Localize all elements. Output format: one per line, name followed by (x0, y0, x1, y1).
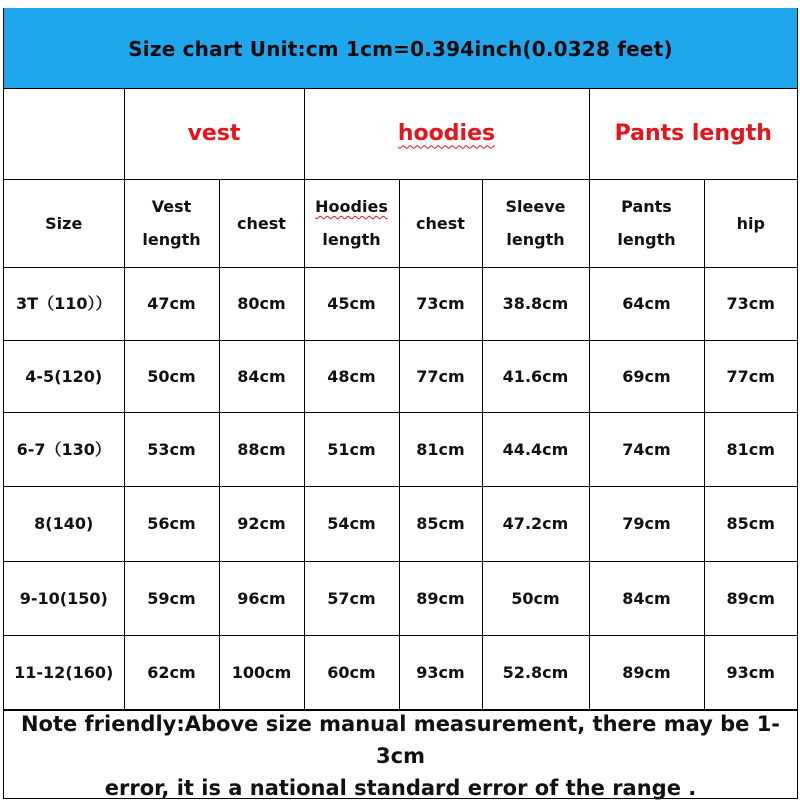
table-row (4, 486, 797, 561)
measurement-cell: 79cm (589, 486, 704, 561)
measurement-cell: 89cm (399, 561, 482, 635)
size-cell: 4-5(120) (4, 340, 124, 412)
measurement-cell: 73cm (399, 267, 482, 340)
group-pants-length: Pants length (589, 89, 797, 179)
measurement-cell: 100cm (219, 635, 304, 709)
measurement-cell: 56cm (124, 486, 219, 561)
measurement-cell: 81cm (704, 412, 797, 486)
chart-title: Size chart Unit:cm 1cm=0.394inch(0.0328 feet) (4, 8, 797, 89)
size-rows (4, 267, 797, 709)
measurement-cell: 73cm (704, 267, 797, 340)
table-row (4, 340, 797, 412)
measurement-cell: 69cm (589, 340, 704, 412)
measurement-cell: 57cm (304, 561, 399, 635)
measurement-cell: 93cm (399, 635, 482, 709)
table-row (4, 635, 797, 709)
size-table (4, 89, 797, 710)
measurement-cell: 85cm (704, 486, 797, 561)
measurement-cell: 54cm (304, 486, 399, 561)
size-cell: 6-7（130） (4, 412, 124, 486)
measurement-cell: 77cm (704, 340, 797, 412)
measurement-cell: 81cm (399, 412, 482, 486)
size-chart (3, 8, 798, 799)
measurement-cell: 50cm (482, 561, 589, 635)
note-text: Note friendly:Above size manual measurement, there may be 1-3cm error, it is a national standard error of the range . (4, 710, 797, 801)
size-cell: 11-12(160) (4, 635, 124, 709)
group-hoodies: hoodies (397, 121, 496, 147)
measurement-cell: 53cm (124, 412, 219, 486)
measurement-cell: 48cm (304, 340, 399, 412)
group-header-row (4, 89, 797, 179)
measurement-cell: 74cm (589, 412, 704, 486)
measurement-cell: 62cm (124, 635, 219, 709)
blank-corner-cell (4, 89, 124, 179)
table-row (4, 561, 797, 635)
measurement-cell: 38.8cm (482, 267, 589, 340)
measurement-cell: 89cm (589, 635, 704, 709)
header-hoodies-length: Hoodies length (304, 179, 399, 267)
group-vest: vest (124, 89, 304, 179)
column-header-row (4, 179, 797, 267)
header-hoodies-chest: chest (399, 179, 482, 267)
measurement-cell: 80cm (219, 267, 304, 340)
measurement-cell: 41.6cm (482, 340, 589, 412)
measurement-cell: 84cm (219, 340, 304, 412)
measurement-cell: 96cm (219, 561, 304, 635)
header-vest-length: Vest length (124, 179, 219, 267)
table-row (4, 412, 797, 486)
measurement-cell: 64cm (589, 267, 704, 340)
measurement-cell: 89cm (704, 561, 797, 635)
measurement-cell: 84cm (589, 561, 704, 635)
table-row (4, 267, 797, 340)
measurement-cell: 52.8cm (482, 635, 589, 709)
measurement-cell: 47cm (124, 267, 219, 340)
measurement-cell: 44.4cm (482, 412, 589, 486)
header-sleeve-length: Sleeve length (482, 179, 589, 267)
size-cell: 3T（110）） (4, 267, 124, 340)
size-cell: 8(140) (4, 486, 124, 561)
measurement-cell: 50cm (124, 340, 219, 412)
header-pants-length: Pants length (589, 179, 704, 267)
measurement-cell: 88cm (219, 412, 304, 486)
measurement-cell: 59cm (124, 561, 219, 635)
measurement-cell: 77cm (399, 340, 482, 412)
measurement-cell: 47.2cm (482, 486, 589, 561)
header-hip: hip (704, 179, 797, 267)
measurement-cell: 51cm (304, 412, 399, 486)
measurement-cell: 93cm (704, 635, 797, 709)
header-vest-chest: chest (219, 179, 304, 267)
size-cell: 9-10(150) (4, 561, 124, 635)
measurement-cell: 85cm (399, 486, 482, 561)
measurement-cell: 45cm (304, 267, 399, 340)
measurement-cell: 60cm (304, 635, 399, 709)
header-size: Size (4, 179, 124, 267)
measurement-cell: 92cm (219, 486, 304, 561)
